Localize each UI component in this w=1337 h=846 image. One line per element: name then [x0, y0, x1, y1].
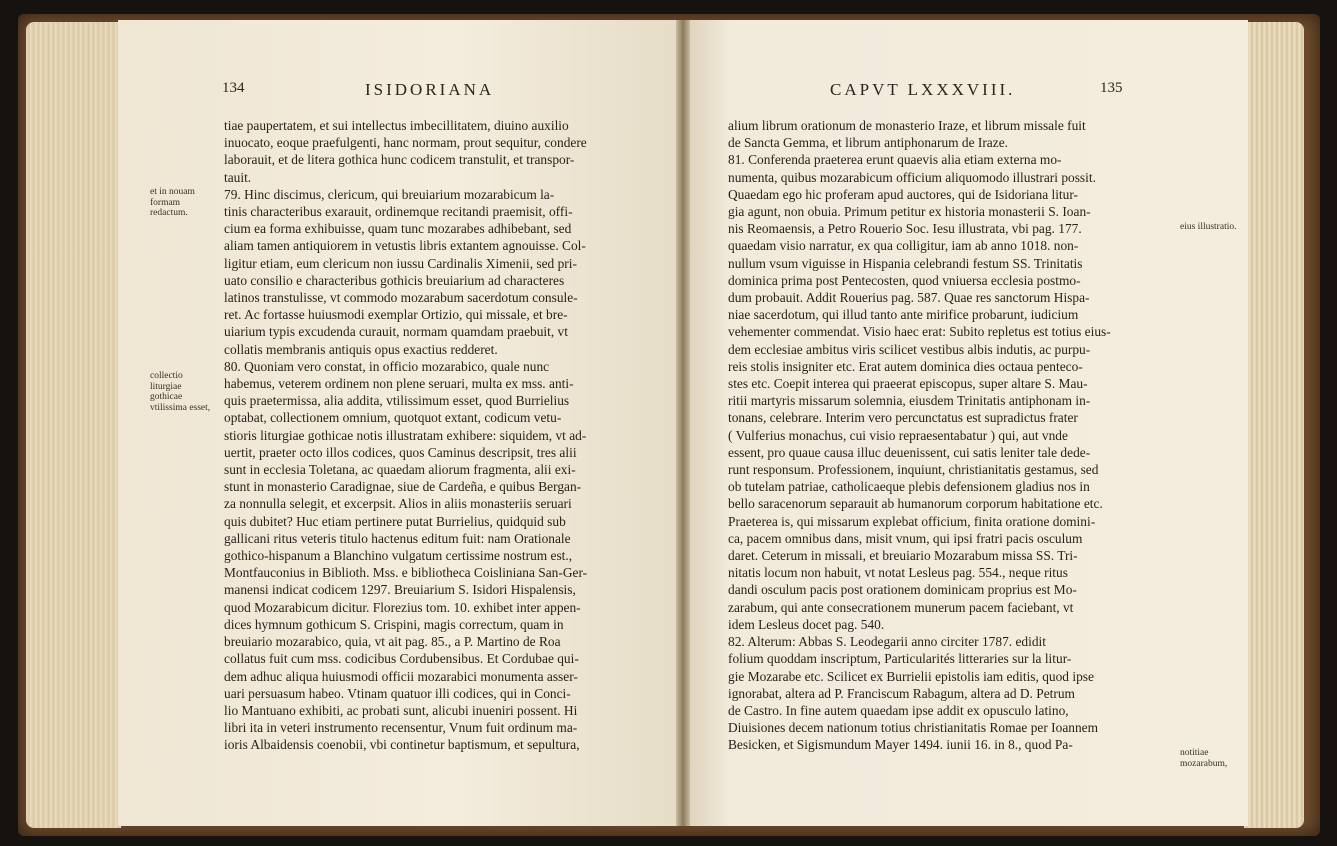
- text-line: bello saracenorum separauit ab humanorum corporum habitatione etc.: [728, 496, 1103, 512]
- text-line: dandi osculum pacis post orationem dominicam proprius est Mo-: [728, 582, 1077, 598]
- text-line: sunt in ecclesia Toletana, ac quaedam aliorum fragmenta, alii exi-: [224, 462, 576, 478]
- text-line: uato consilio e characteribus gothicis breuiarium ad characteres: [224, 272, 565, 288]
- text-line: ca, pacem omnibus dans, misit vnum, qui ipsi fratri pacis osculum: [728, 530, 1083, 546]
- text-line: essent, pro quaue causa illuc deuenissent, cui satis leniter tale dede-: [728, 444, 1091, 460]
- text-line: gie Mozarabe etc. Scilicet ex Burrielii epistolis iam editis, quod ipse: [728, 668, 1094, 684]
- text-line: daret. Ceterum in missali, et breuiario Mozarabum missa SS. Tri-: [728, 548, 1078, 564]
- text-line: ( Vulferius monachus, cui visio repraesentabatur ) qui, aut vnde: [728, 427, 1068, 443]
- text-line: gia agunt, non obuia. Primum petitur ex historia monasterii S. Ioan-: [728, 204, 1091, 220]
- text-line: dem adhuc aliqua huiusmodi officii mozarabici monumenta asser-: [224, 668, 578, 684]
- text-line: reis stolis insigniter etc. Erat autem dominica dies octaua penteco-: [728, 358, 1083, 374]
- text-line: tonans, celebrare. Interim vero percunctatus est supradictus frater: [728, 410, 1078, 426]
- text-line: vehementer commendat. Visio haec erat: Subito repletus est totius eius-: [728, 324, 1111, 340]
- text-line: tinis characteribus exarauit, ordinemque recitandi praemisit, offi-: [224, 204, 573, 220]
- left-page-body: [224, 117, 652, 754]
- text-line: laborauit, et de litera gothica hunc codicem transtulit, et transpor-: [224, 152, 575, 168]
- text-line: Quaedam ego hic proferam apud auctores, qui de Isidoriana litur-: [728, 186, 1078, 202]
- page-edges-left: [26, 22, 121, 828]
- text-line: lio Mantuano exhibiti, ac probati sunt, alicubi inueniri possent. Hi: [224, 702, 578, 718]
- text-line: inuocato, eoque praefulgenti, hanc normam, prout sequitur, condere: [224, 135, 587, 151]
- text-line: uiarium typis excudenda curauit, normam quamdam praebuit, vt: [224, 324, 568, 340]
- text-line: Praeterea is, qui missarum explebat officium, finita oratione domini-: [728, 513, 1096, 529]
- text-line: gallicani ritus veteris titulo hactenus editum fuit: nam Orationale: [224, 530, 571, 546]
- text-line: Montfauconius in Biblioth. Mss. e bibliotheca Coisliniana San-Ger-: [224, 565, 588, 581]
- text-line: dices hymnum gothicum S. Crispini, magis correctum, quam in: [224, 616, 564, 632]
- text-line: 81. Conferenda praeterea erunt quaevis alia etiam externa mo-: [728, 152, 1062, 168]
- right-margin-note-1: eius illustratio.: [1180, 222, 1237, 232]
- text-line: ret. Ac fortasse huiusmodi exemplar Ortizio, qui missale, et bre-: [224, 307, 568, 323]
- text-line: ritii martyris missarum solemnia, eiusdem Trinitatis antiphonam in-: [728, 393, 1091, 409]
- left-margin-note-2: collectio liturgiae gothicae vtilissima esset,: [150, 371, 211, 413]
- text-line: habemus, veterem ordinem non plene seruari, multa ex mss. anti-: [224, 376, 574, 392]
- right-page-body: [728, 117, 1172, 754]
- text-line: Besicken, et Sigismundum Mayer 1494. iunii 16. in 8., quod Pa-: [728, 737, 1073, 753]
- text-line: alium librum orationum de monasterio Iraze, et librum missale fuit: [728, 118, 1086, 133]
- text-line: za nonnulla selegit, et excerpsit. Alios in aliis monasteriis seruari: [224, 496, 572, 512]
- left-margin-note-1: et in nouam formam redactum.: [150, 187, 195, 218]
- left-page-number: 134: [222, 80, 245, 96]
- book-gutter: [676, 20, 690, 826]
- text-line: stes etc. Coepit interea qui praeerat episcopus, super altare S. Mau-: [728, 376, 1088, 392]
- right-page-number: 135: [1100, 80, 1123, 96]
- text-line: tiae paupertatem, et sui intellectus imbecillitatem, diuino auxilio: [224, 118, 569, 133]
- text-line: de Sancta Gemma, et librum antiphonarum de Iraze.: [728, 135, 1008, 151]
- text-line: ignorabat, altera ad P. Franciscum Rabagum, altera ad D. Petrum: [728, 685, 1075, 701]
- text-line: quod Mozarabicum dicitur. Florezius tom. 10. exhibet inter appen-: [224, 599, 581, 615]
- text-line: optabat, collectionem omnium, quotquot extant, codicum vetu-: [224, 410, 562, 426]
- text-line: quis praetermissa, alia addita, vtilissimum esset, quod Burrielius: [224, 393, 570, 409]
- text-line: aliam tamen antiquiorem in vetustis libris extantem agnouisse. Col-: [224, 238, 586, 254]
- text-line: idem Lesleus docet pag. 540.: [728, 616, 885, 632]
- text-line: nullum vsum viguisse in Hispania celebrandi festum SS. Trinitatis: [728, 255, 1083, 271]
- text-line: niae sacerdotum, qui illud tanto ante mirifice probarunt, iudicium: [728, 307, 1079, 323]
- text-line: dum probauit. Addit Rouerius pag. 587. Quae res sanctorum Hispa-: [728, 290, 1090, 306]
- text-line: de Castro. In fine autem quaedam ipse addit ex opusculo latino,: [728, 702, 1069, 718]
- text-line: dominica prima post Pentecosten, quod vniuersa ecclesia postmo-: [728, 272, 1081, 288]
- text-line: ligitur etiam, eum clericum non iussu Cardinalis Ximenii, sed pri-: [224, 255, 577, 271]
- text-line: 82. Alterum: Abbas S. Leodegarii anno circiter 1787. edidit: [728, 634, 1046, 650]
- text-line: 79. Hinc discimus, clericum, qui breuiarium mozarabicum la-: [224, 186, 555, 202]
- text-line: nis Reomaensis, a Petro Rouerio Soc. Iesu illustrata, vbi pag. 177.: [728, 221, 1082, 237]
- right-running-head: CAPVT LXXXVIII.: [830, 80, 1016, 99]
- text-line: cium ea forma exhibuisse, quam tunc mozarabes adhibebant, sed: [224, 221, 572, 237]
- text-line: nitatis locum non habuit, vt notat Lesleus pag. 554., neque ritus: [728, 565, 1068, 581]
- text-line: 80. Quoniam vero constat, in officio mozarabico, quale nunc: [224, 358, 550, 374]
- text-line: manensi indicat codicem 1297. Breuiarium S. Isidori Hispalensis,: [224, 582, 576, 598]
- text-line: libri ita in veteri instrumento recensentur, Vnum fuit ordinum ma-: [224, 720, 578, 736]
- text-line: ioris Albaidensis coenobii, vbi continetur baptismum, et sepultura,: [224, 737, 580, 753]
- text-line: tauit.: [224, 169, 252, 185]
- text-line: zarabum, qui ante consecrationem munerum pacem faciebant, vt: [728, 599, 1074, 615]
- text-line: ob tutelam patriae, catholicaeque plebis defensionem gladius nos in: [728, 479, 1090, 495]
- text-line: latinos transtulisse, vt commodo mozarabum sacerdotum consule-: [224, 290, 578, 306]
- text-line: numenta, quibus mozarabicum officium aliquomodo illustrari possit.: [728, 169, 1096, 185]
- text-line: uari persuasum habeo. Vtinam quatuor illi codices, qui in Conci-: [224, 685, 571, 701]
- text-line: collatis membranis antiquis opus exactius redderet.: [224, 341, 498, 357]
- text-line: folium quoddam inscriptum, Particularités litteraries sur la litur-: [728, 651, 1072, 667]
- text-line: breuiario mozarabico, quia, vt ait pag. 85., a P. Martino de Roa: [224, 634, 561, 650]
- left-running-head: ISIDORIANA: [365, 80, 495, 99]
- text-line: stioris liturgiae gothicae notis illustratam exhibere: siquidem, vt ad-: [224, 427, 587, 443]
- text-line: collatus fuit cum mss. codicibus Cordubensibus. Et Cordubae qui-: [224, 651, 579, 667]
- text-line: quis dubitet? Huc etiam pertinere putat Burrielius, quidquid sub: [224, 513, 566, 529]
- text-line: dem ecclesiae ambitus viris scilicet vestibus albis indutis, ac purpu-: [728, 341, 1091, 357]
- text-line: runt responsum. Professionem, inquiunt, christianitatis gestamus, sed: [728, 462, 1099, 478]
- text-line: gothico-hispanum a Blanchino vulgatum certissime nostrum est.,: [224, 548, 573, 564]
- text-line: uertit, praeter octo illos codices, quos Caminus descripsit, tres alii: [224, 444, 577, 460]
- page-edges-right: [1244, 22, 1304, 828]
- right-margin-note-2: notitiae mozarabum,: [1180, 748, 1228, 769]
- text-line: quaedam visio narratur, ex qua colligitur, iam ab anno 1018. non-: [728, 238, 1079, 254]
- text-line: Diuisiones decem nationum totius christianitatis Romae per Ioannem: [728, 720, 1099, 736]
- text-line: stunt in monasterio Caradignae, siue de Cardeña, e quibus Bergan-: [224, 479, 582, 495]
